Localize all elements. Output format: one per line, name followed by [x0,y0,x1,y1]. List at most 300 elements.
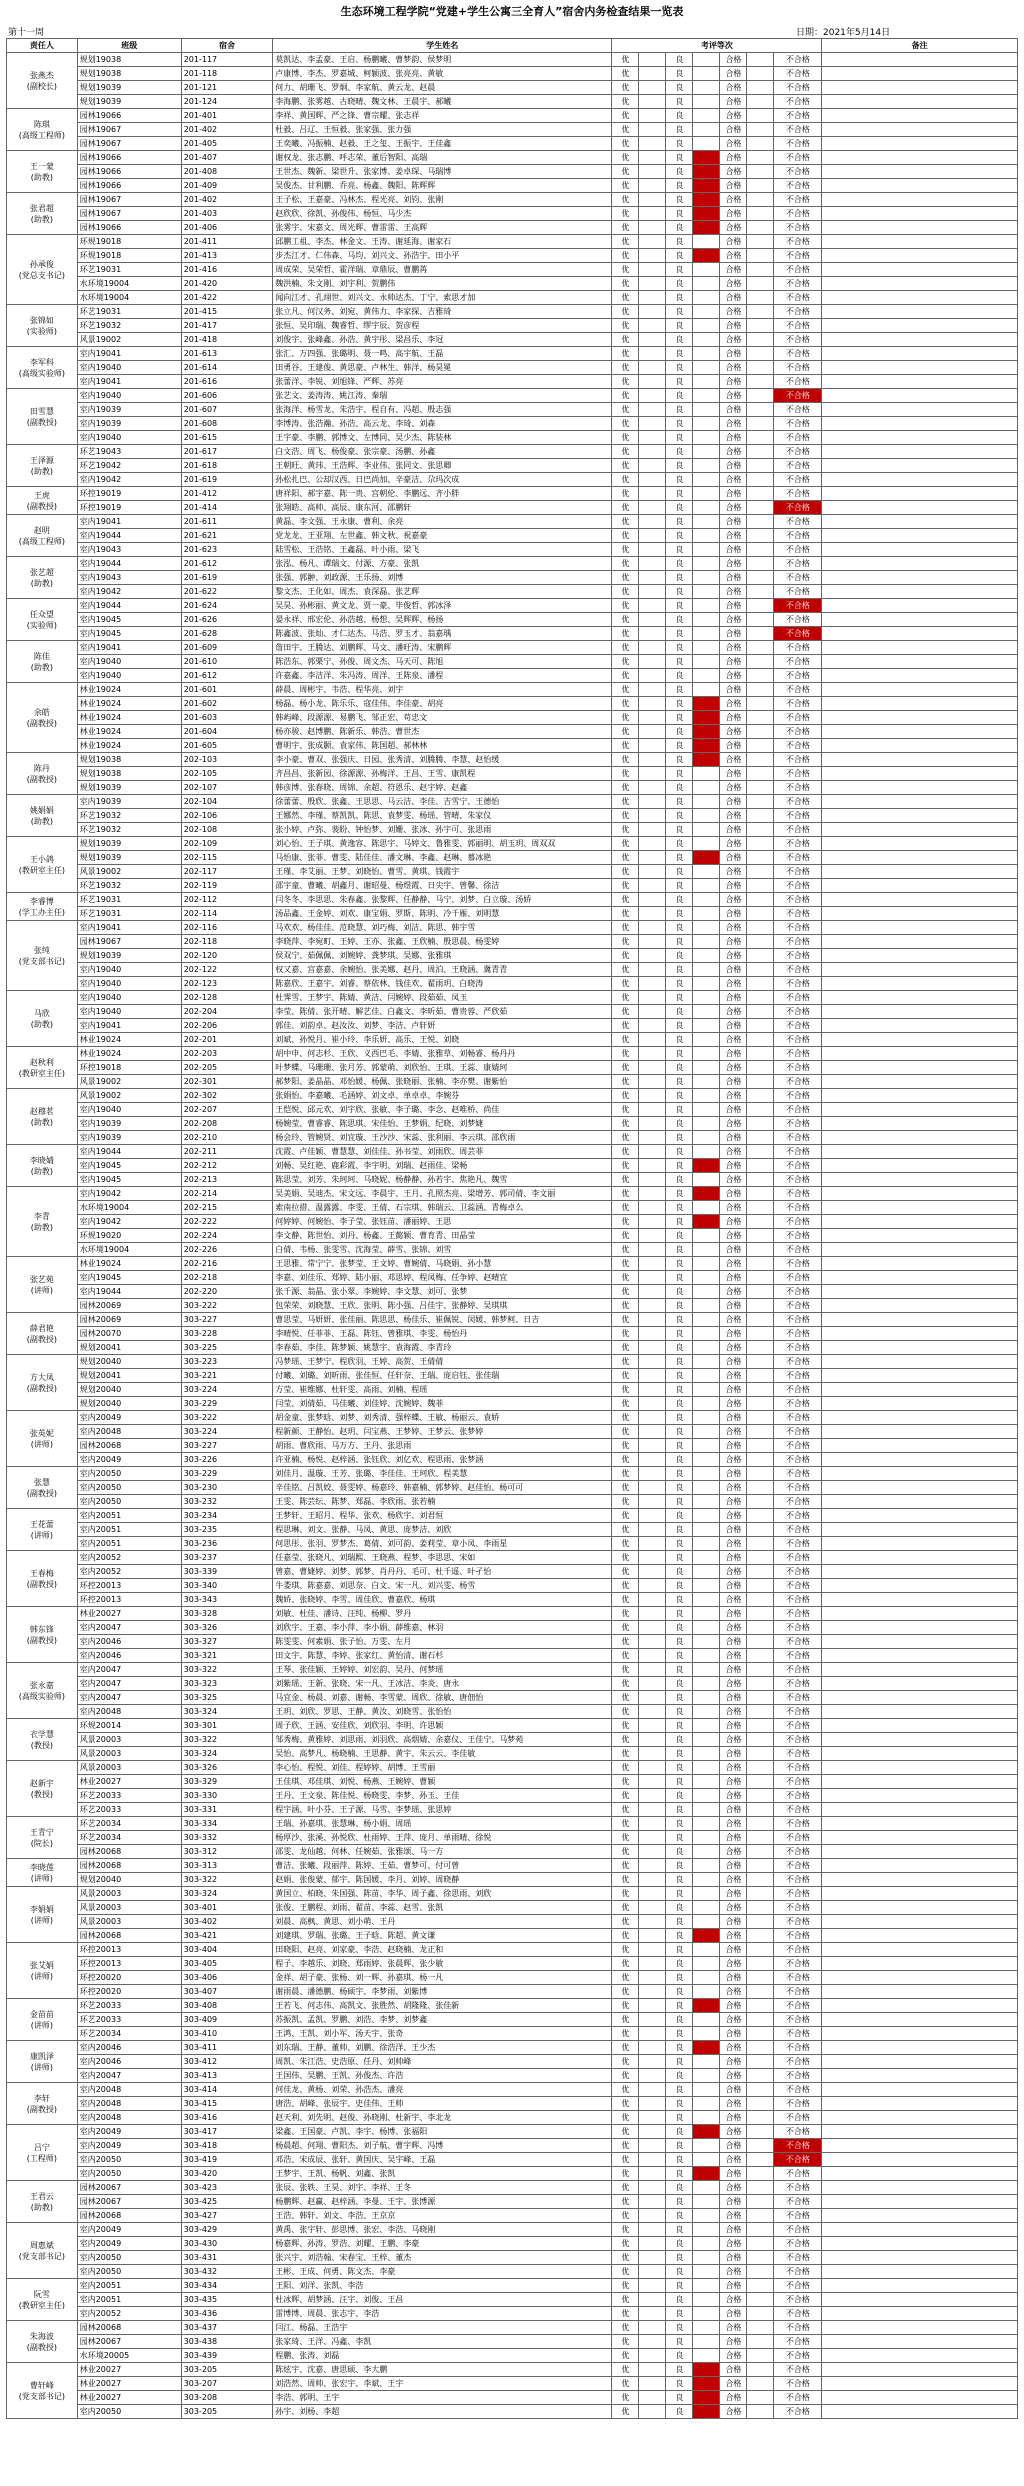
note-cell [822,2153,1018,2167]
table-row [7,977,1018,991]
table-row [7,1229,1018,1243]
grade-mark-cell [747,1523,774,1537]
grade-pass: 合格 [720,1607,747,1621]
room-cell: 303-408 [181,1999,273,2013]
grade-mark-cell [693,473,720,487]
grade-excellent: 优 [612,2363,639,2377]
grade-excellent: 优 [612,907,639,921]
room-cell: 303-332 [181,1831,273,1845]
student-names-cell: 张俊、王鹏程、刘雨、翟苗、李蕊、赵雪、张凯 [273,1901,612,1915]
grade-pass: 合格 [720,1901,747,1915]
room-cell: 202-210 [181,1131,273,1145]
grade-mark-cell [693,417,720,431]
grade-mark-cell [639,1523,666,1537]
grade-mark-cell [693,543,720,557]
student-names-cell: 杨嘉辉、孙涛、罗浩、刘耀、王鹏、李豪 [273,2237,612,2251]
class-cell: 室内20050 [77,1467,181,1481]
grade-mark-cell [747,1355,774,1369]
student-names-cell: 闫冬冬、李思思、朱春鑫、张黎辉、任静静、马宁、刘梦、白立璇、汤娇 [273,893,612,907]
note-cell [822,487,1018,501]
grade-mark-cell [747,1467,774,1481]
table-row [7,1873,1018,1887]
grade-good: 良 [666,1691,693,1705]
student-names-cell: 魏娇、张晓婷、李雪、周佳欣、曹嘉欣、杨琪 [273,1593,612,1607]
grade-fail: 不合格 [774,1341,822,1355]
grade-pass: 合格 [720,2237,747,2251]
grade-mark-cell [747,249,774,263]
grade-fail: 不合格 [774,1551,822,1565]
grade-mark-cell [693,1131,720,1145]
table-row [7,1859,1018,1873]
grade-mark-cell [639,361,666,375]
grade-mark-cell [693,2237,720,2251]
table-row [7,137,1018,151]
room-cell: 303-224 [181,1383,273,1397]
grade-mark-cell [639,557,666,571]
grade-fail: 不合格 [774,655,822,669]
grade-pass: 合格 [720,95,747,109]
student-names-cell: 王彬、王成、何勇、陈文杰、李豪 [273,2265,612,2279]
student-names-cell: 曹洁、张曦、段丽萍、陈婷、王茹、曹梦可、付可曾 [273,1859,612,1873]
class-cell: 规划19039 [77,837,181,851]
grade-excellent: 优 [612,557,639,571]
note-cell [822,445,1018,459]
student-names-cell: 张娟怡、李嘉曦、毛涵婷、刘文卓、单卓卓、李婉芬 [273,1089,612,1103]
grade-good: 良 [666,1817,693,1831]
grade-fail: 不合格 [774,179,822,193]
grade-good: 良 [666,669,693,683]
room-cell: 202-220 [181,1285,273,1299]
grade-mark-cell [747,1215,774,1229]
grade-mark-cell [639,1775,666,1789]
room-cell: 303-430 [181,2237,273,2251]
table-row [7,2195,1018,2209]
class-cell: 环艺19042 [77,459,181,473]
grade-pass: 合格 [720,1005,747,1019]
room-cell: 201-615 [181,431,273,445]
student-names-cell: 张恒、吴印瑞、魏睿哲、缪宇辰、贺彦程 [273,319,612,333]
grade-pass: 合格 [720,291,747,305]
grade-fail: 不合格 [774,2265,822,2279]
grade-excellent: 优 [612,1845,639,1859]
grade-fail: 不合格 [774,1257,822,1271]
grade-mark-cell [693,305,720,319]
class-cell: 环控19019 [77,487,181,501]
room-cell: 201-607 [181,403,273,417]
grade-excellent: 优 [612,865,639,879]
grade-mark-cell [693,767,720,781]
grade-mark-cell [747,1649,774,1663]
note-cell [822,1915,1018,1929]
grade-mark-cell [639,1943,666,1957]
table-row [7,543,1018,557]
student-names-cell: 王恺悦、邱元欢、刘宇欣、张敏、李子璐、李念、赵唯桥、尚佳 [273,1103,612,1117]
grade-mark-cell [693,1481,720,1495]
class-cell: 规划19038 [77,767,181,781]
note-cell [822,179,1018,193]
grade-excellent: 优 [612,1075,639,1089]
grade-fail: 不合格 [774,1299,822,1313]
grade-good: 良 [666,865,693,879]
grade-good: 良 [666,599,693,613]
grade-mark-cell [693,2251,720,2265]
class-cell: 室内20047 [77,1691,181,1705]
grade-selected-mark [693,2391,720,2405]
grade-excellent: 优 [612,1607,639,1621]
table-row [7,851,1018,865]
table-row [7,515,1018,529]
grade-mark-cell [747,1817,774,1831]
table-row [7,1173,1018,1187]
room-cell: 202-301 [181,1075,273,1089]
student-names-cell: 王子松、王嘉豪、冯林杰、程光亮、刘钧、张刚 [273,193,612,207]
grade-mark-cell [747,613,774,627]
note-cell [822,389,1018,403]
room-cell: 303-419 [181,2153,273,2167]
class-cell: 室内19041 [77,921,181,935]
table-row [7,1523,1018,1537]
grade-mark-cell [693,347,720,361]
header-row [7,39,1018,53]
grade-mark-cell [639,1831,666,1845]
student-names-cell: 王思雅、常宁宁、张梦莹、王文婷、曹婉倩、马晓娟、孙小慧 [273,1257,612,1271]
class-cell: 环艺20033 [77,1999,181,2013]
note-cell [822,1103,1018,1117]
class-cell: 规划19039 [77,95,181,109]
grade-mark-cell [747,277,774,291]
table-row [7,277,1018,291]
grade-fail: 不合格 [774,669,822,683]
note-cell [822,865,1018,879]
grade-mark-cell [639,2153,666,2167]
responsible-person: 韩东锋 (副教授) [7,1607,78,1663]
table-row [7,2027,1018,2041]
grade-fail: 不合格 [774,1929,822,1943]
grade-mark-cell [747,753,774,767]
table-row [7,1145,1018,1159]
grade-excellent: 优 [612,2083,639,2097]
grade-mark-cell [747,865,774,879]
grade-pass: 合格 [720,977,747,991]
grade-mark-cell [747,305,774,319]
grade-mark-cell [747,669,774,683]
grade-mark-cell [747,2321,774,2335]
student-names-cell: 郭佳、刘韵卓、赵汝汝、刘梦、李洁、卢轩妍 [273,1019,612,1033]
grade-mark-cell [747,2363,774,2377]
grade-fail: 不合格 [774,2167,822,2181]
grade-pass: 合格 [720,1831,747,1845]
grade-mark-cell [693,501,720,515]
room-cell: 303-328 [181,1607,273,1621]
grade-mark-cell [747,1243,774,1257]
room-cell: 201-124 [181,95,273,109]
grade-excellent: 优 [612,795,639,809]
grade-pass: 合格 [720,1859,747,1873]
class-cell: 室内20050 [77,1481,181,1495]
grade-mark-cell [639,1803,666,1817]
grade-pass: 合格 [720,1369,747,1383]
grade-good: 良 [666,53,693,67]
table-row [7,193,1018,207]
grade-mark-cell [639,1551,666,1565]
grade-good: 良 [666,753,693,767]
grade-fail: 不合格 [774,1999,822,2013]
room-cell: 201-422 [181,291,273,305]
room-cell: 202-212 [181,1159,273,1173]
student-names-cell: 胡雨、曹欣雨、马万方、王丹、张思雨 [273,1439,612,1453]
grade-mark-cell [693,1103,720,1117]
class-cell: 室内19041 [77,1019,181,1033]
grade-good: 良 [666,473,693,487]
grade-good: 良 [666,1901,693,1915]
class-cell: 园林19066 [77,179,181,193]
class-cell: 室内20051 [77,1537,181,1551]
class-cell: 室内19039 [77,795,181,809]
grade-good: 良 [666,2363,693,2377]
room-cell: 303-340 [181,1579,273,1593]
room-cell: 303-437 [181,2321,273,2335]
room-cell: 201-628 [181,627,273,641]
grade-good: 良 [666,2377,693,2391]
grade-pass: 合格 [720,2195,747,2209]
grade-mark-cell [639,1971,666,1985]
grade-mark-cell [639,165,666,179]
note-cell [822,1523,1018,1537]
note-cell [822,2335,1018,2349]
grade-selected-mark [693,1159,720,1173]
room-cell: 303-425 [181,2195,273,2209]
note-cell [822,641,1018,655]
grade-mark-cell [639,1649,666,1663]
table-row [7,1117,1018,1131]
grade-mark-cell [639,67,666,81]
grade-fail: 不合格 [774,1369,822,1383]
grade-good: 良 [666,921,693,935]
grade-good: 良 [666,2251,693,2265]
table-row [7,921,1018,935]
grade-mark-cell [639,837,666,851]
class-cell: 室内19039 [77,403,181,417]
grade-mark-cell [693,403,720,417]
grade-mark-cell [639,2251,666,2265]
student-names-cell: 王梦轩、王昭月、程华、张欢、杨欣宇、刘君恒 [273,1509,612,1523]
grade-good: 良 [666,767,693,781]
grade-fail: 不合格 [774,1425,822,1439]
table-row [7,2083,1018,2097]
grade-mark-cell [639,641,666,655]
grade-fail: 不合格 [774,1243,822,1257]
grade-fail: 不合格 [774,543,822,557]
table-row [7,2153,1018,2167]
grade-pass: 合格 [720,963,747,977]
grade-excellent: 优 [612,2237,639,2251]
table-row [7,529,1018,543]
grade-mark-cell [693,1061,720,1075]
class-cell: 园林20067 [77,2181,181,2195]
grade-mark-cell [639,1355,666,1369]
grade-fail: 不合格 [774,641,822,655]
room-cell: 202-104 [181,795,273,809]
grade-excellent: 优 [612,893,639,907]
grade-good: 良 [666,1789,693,1803]
room-cell: 201-623 [181,543,273,557]
header-eval: 考评等次 [612,39,822,53]
grade-mark-cell [747,1145,774,1159]
grade-fail: 不合格 [774,1173,822,1187]
grade-mark-cell [747,1621,774,1635]
grade-pass: 合格 [720,1929,747,1943]
table-row [7,1411,1018,1425]
grade-good: 良 [666,1537,693,1551]
grade-excellent: 优 [612,1817,639,1831]
grade-mark-cell [639,1159,666,1173]
room-cell: 303-411 [181,2041,273,2055]
grade-mark-cell [747,361,774,375]
grade-excellent: 优 [612,879,639,893]
grade-fail: 不合格 [774,277,822,291]
class-cell: 室内20049 [77,1453,181,1467]
grade-mark-cell [747,1733,774,1747]
grade-mark-cell [639,305,666,319]
grade-fail: 不合格 [774,753,822,767]
student-names-cell: 金祥、胡子豪、张杨、刘一辉、孙嘉琪、杨一凡 [273,1971,612,1985]
note-cell [822,2223,1018,2237]
table-row [7,711,1018,725]
grade-mark-cell [639,2293,666,2307]
grade-good: 良 [666,291,693,305]
student-names-cell: 王雯、陈芸纭、陈梦、郑磊、李欣雨、张若楠 [273,1495,612,1509]
grade-mark-cell [639,1397,666,1411]
grade-mark-cell [747,1831,774,1845]
grade-excellent: 优 [612,571,639,585]
room-cell: 202-117 [181,865,273,879]
grade-mark-cell [639,2167,666,2181]
grade-mark-cell [639,2321,666,2335]
class-cell: 环艺19031 [77,893,181,907]
student-names-cell: 李浩、郭明、王宇 [273,2391,612,2405]
student-names-cell: 张翔皓、高帅、高辰、康东河、邵鹏轩 [273,501,612,515]
grade-selected-mark [693,179,720,193]
grade-good: 良 [666,249,693,263]
grade-mark-cell [747,445,774,459]
grade-mark-cell [747,795,774,809]
grade-mark-cell [693,1369,720,1383]
class-cell: 室内20048 [77,2097,181,2111]
grade-excellent: 优 [612,2405,639,2419]
student-names-cell: 李海鹏、张雾越、古晓晴、魏文林、王晨宇、郝曦 [273,95,612,109]
note-cell [822,1607,1018,1621]
note-cell [822,893,1018,907]
grade-pass: 合格 [720,1173,747,1187]
grade-mark-cell [639,2027,666,2041]
note-cell [822,851,1018,865]
class-cell: 林业19024 [77,725,181,739]
grade-fail: 不合格 [774,1089,822,1103]
grade-mark-cell [693,487,720,501]
class-cell: 室内19039 [77,417,181,431]
grade-mark-cell [639,193,666,207]
grade-excellent: 优 [612,67,639,81]
grade-fail: 不合格 [774,711,822,725]
grade-mark-cell [639,1915,666,1929]
grade-pass: 合格 [720,2111,747,2125]
class-cell: 环艺20033 [77,1803,181,1817]
room-cell: 202-201 [181,1033,273,1047]
student-names-cell: 陈嘉欣、王嘉宇、刘睿、蔡依林、钱佳欢、翟雨玥、白晓涛 [273,977,612,991]
grade-good: 良 [666,137,693,151]
grade-excellent: 优 [612,1747,639,1761]
grade-fail: 不合格 [774,2041,822,2055]
grade-mark-cell [639,2097,666,2111]
grade-fail: 不合格 [774,305,822,319]
grade-fail: 不合格 [774,2069,822,2083]
grade-fail: 不合格 [774,1831,822,1845]
table-row [7,1607,1018,1621]
grade-pass: 合格 [720,585,747,599]
grade-pass: 合格 [720,1299,747,1313]
responsible-person: 张君超 (助教) [7,193,78,235]
grade-fail: 不合格 [774,375,822,389]
grade-mark-cell [693,1117,720,1131]
grade-good: 良 [666,2041,693,2055]
note-cell [822,543,1018,557]
student-names-cell: 王若飞、何志伟、高凯文、张胜然、胡隆隆、张佳新 [273,1999,612,2013]
grade-pass: 合格 [720,459,747,473]
grade-mark-cell [639,1845,666,1859]
student-names-cell: 杨厚沙、张溪、孙悦欣、杜雨婷、王萍、庞月、单雨晴、徐悦 [273,1831,612,1845]
grade-pass: 合格 [720,1117,747,1131]
class-cell: 室内19045 [77,613,181,627]
table-row [7,473,1018,487]
student-names-cell: 邵宇童、曹曦、胡鑫月、谢昭曼、杨煜霞、日尖宇、曾馨、徐洁 [273,879,612,893]
grade-pass: 合格 [720,1565,747,1579]
grade-pass: 合格 [720,1593,747,1607]
page-title: 生态环境工程学院“党建+学生公寓三全育人”宿舍内务检查结果一览表 [340,5,684,18]
grade-fail: 不合格 [774,1845,822,1859]
grade-good: 良 [666,1033,693,1047]
room-cell: 303-423 [181,2181,273,2195]
grade-mark-cell [639,669,666,683]
grade-mark-cell [693,1243,720,1257]
grade-mark-cell [693,2013,720,2027]
grade-mark-cell [639,767,666,781]
note-cell [822,207,1018,221]
class-cell: 园林20068 [77,1859,181,1873]
student-names-cell: 杨晨超、何翔、曹阳杰、刘子航、曹宇辉、冯博 [273,2139,612,2153]
grade-pass: 合格 [720,2349,747,2363]
grade-mark-cell [639,599,666,613]
grade-fail: 不合格 [774,865,822,879]
grade-excellent: 优 [612,2111,639,2125]
grade-mark-cell [747,1761,774,1775]
grade-mark-cell [639,2013,666,2027]
grade-mark-cell [747,2209,774,2223]
grade-fail: 不合格 [774,1705,822,1719]
grade-good: 良 [666,1117,693,1131]
student-names-cell: 莫凯达、李孟豪、王启、杨鹏曦、曹梦韵、侯梦明 [273,53,612,67]
grade-mark-cell [747,683,774,697]
grade-fail: 不合格 [774,2237,822,2251]
room-cell: 201-401 [181,109,273,123]
grade-fail: 不合格 [774,1985,822,1999]
grade-mark-cell [639,2139,666,2153]
table-row [7,1929,1018,1943]
student-names-cell: 李博涛、张浩瀚、孙浩、高云龙、李琦、刘森 [273,417,612,431]
table-row [7,459,1018,473]
responsible-person: 朱海波 (副教授) [7,2321,78,2363]
note-cell [822,823,1018,837]
grade-pass: 合格 [720,1019,747,1033]
